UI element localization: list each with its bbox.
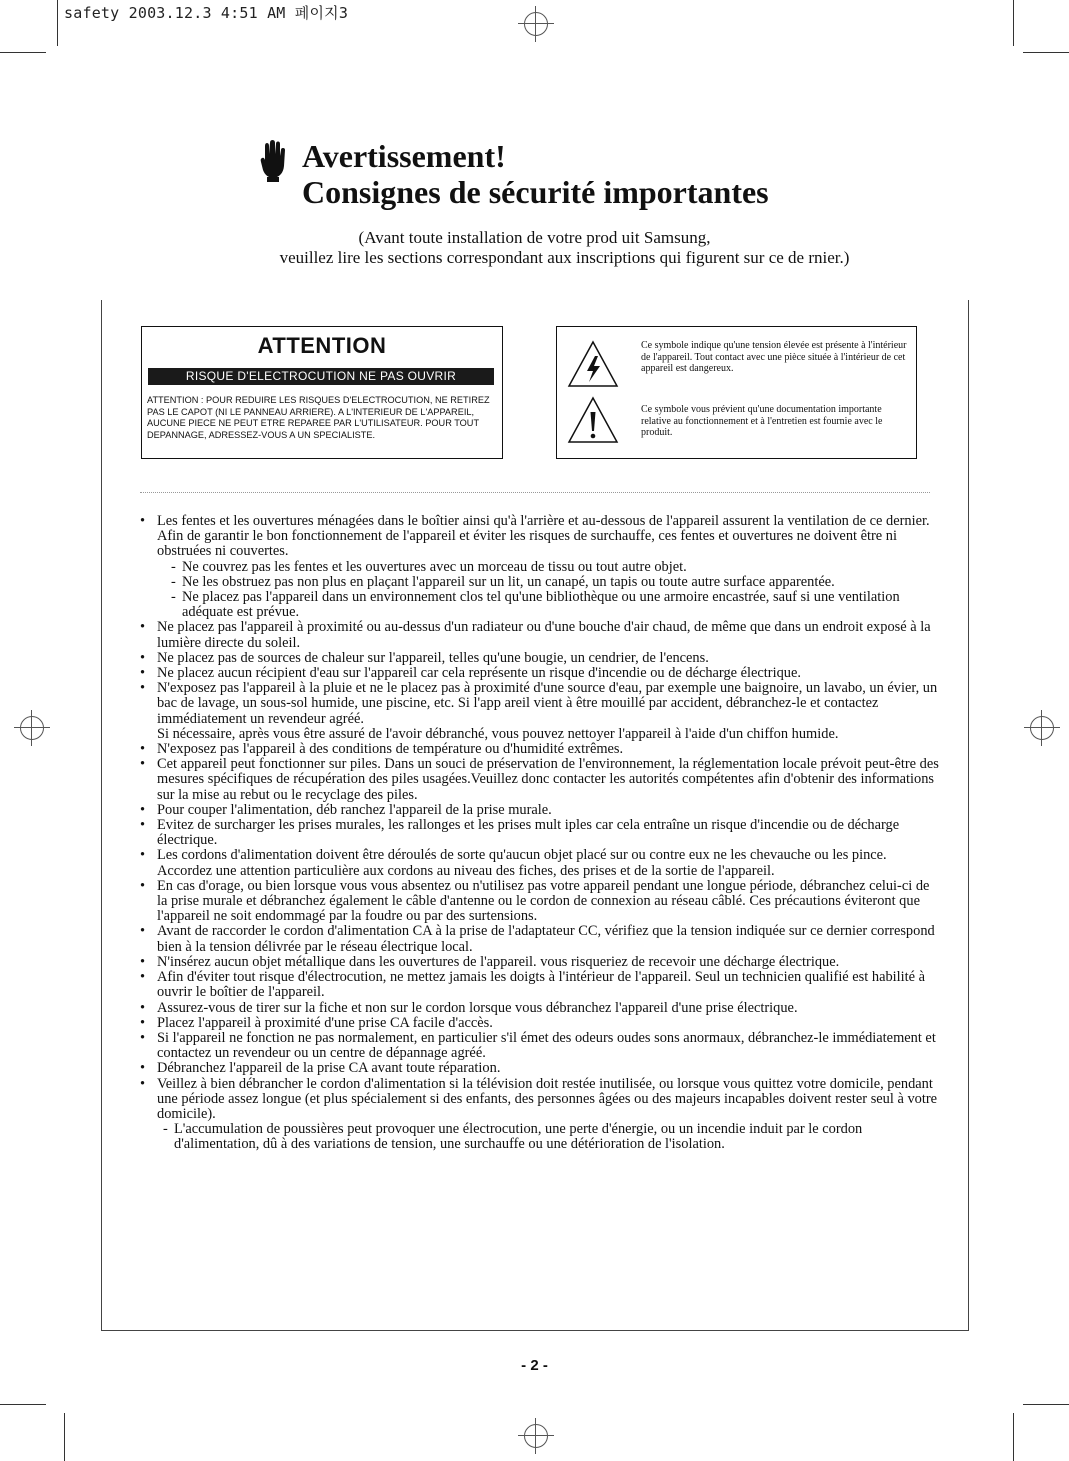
crop-mark (1013, 1413, 1014, 1461)
crop-mark (57, 0, 58, 46)
subtitle-line-1: (Avant toute installation de votre prod uit Samsung, (358, 228, 711, 247)
registration-mark (1024, 710, 1060, 746)
list-item: • Ne placez aucun récipient d'eau sur l'appareil car cela représente un risque d'incendie ou de décharge électrique. (140, 665, 801, 682)
crop-mark (0, 52, 46, 53)
content-frame-bottom (101, 1330, 969, 1331)
title-line-2: Consignes de sécurité importantes (302, 174, 769, 210)
list-item: • Si l'appareil ne fonction ne pas normalement, en particulier s'il émet des odeurs oudes sons anormaux, débranchez-le immédiatement et contactez un revendeur ou un centre de dépannage agréé. (140, 1029, 936, 1062)
list-item: • Avant de raccorder le cordon d'alimentation CA à la prise de l'adaptateur CC, vérifiez que la tension indiquée sur ce dernier correspond bien à la tension délivrée par le réseau électrique local. (140, 923, 935, 955)
list-item (140, 514, 940, 620)
print-slug: safety 2003.12.3 4:51 AM 페이지3 (64, 4, 349, 22)
list-item: • Evitez de surcharger les prises murales, les rallonges et les prises mult iples car cela entraîne un risque d'incendie ou de décharge électrique. (140, 817, 900, 849)
sub-item: - L'accumulation de poussières peut provoquer une électrocution, une perte d'énergie, ou un incendie induit par le cordon d'alimentation, dû à des variations de tension, une surchauffe ou une détérioration de l'isolation. (163, 1121, 863, 1153)
crop-mark (1023, 1404, 1069, 1405)
registration-mark (518, 1418, 554, 1454)
crop-mark (1023, 52, 1069, 53)
item-extra-text: Si nécessaire, après vous être assuré de l'avoir débranché, vous pouvez nettoyer l'appareil à l'aide d'un chiffon humide. (157, 725, 839, 742)
list-item: • Veillez à bien débrancher le cordon d'alimentation si la télévision doit restée inutilisée, ou lorsque vous quittez votre domicile, pendant une période assez longue (et plus spécialement si des enfants, des personnes âgées ou des majeurs incapables doivent rester seul à votre domicile). - L'accumulation de poussières peut provoquer une électrocution, une perte d'énergie, ou un incendie induit par le cordon d'alimentation, dû à des variations de tension, une surchauffe ou une détérioration de l'isolation. (140, 1077, 940, 1153)
item-text: Les fentes et les ouvertures ménagées dans le boîtier ainsi qu'à l'arrière et au-dessous de l'appareil assurent la ventilation de ce dernier. (157, 513, 930, 529)
list-item: • Cet appareil peut fonctionner sur piles. Dans un souci de préservation de l'environnement, la réglementation locale prévoit peut-être des mesures spécifiques de récupération des piles usagées.Veuillez donc contacter les autorités compétentes afin d'obtenir des informations sur la mise au rebut ou le recyclage des piles. (140, 756, 939, 803)
attention-text: ATTENTION : POUR REDUIRE LES RISQUES D'ELECTROCUTION, NE RETIREZ PAS LE CAPOT (NI LE PANNEAU ARRIERE). A L'INTERIEUR DE L'APPAREIL, AUCUNE PIECE NE PEUT ETRE REPAREE PAR L'UTILISATEUR. POUR TOUT DEPANNAGE, ADRESSEZ-VOUS A UN SPECIALISTE. (147, 395, 490, 441)
sub-item: - Ne les obstruez pas non plus en plaçant l'appareil sur un lit, un canapé, un tapis ou toute autre surface apparentée. (171, 573, 835, 590)
item-extra-text: Afin de garantir le bon fonctionnement de l'appareil et éviter les risques de surchauffe, ces fentes et ouvertures ne doivent être ni obstruées ni couvertes. (157, 528, 897, 560)
registration-mark (14, 710, 50, 746)
attention-warning-bar: RISQUE D'ELECTROCUTION NE PAS OUVRIR (148, 368, 494, 385)
page-number: - 2 - (521, 1357, 548, 1374)
content-frame-left (101, 300, 102, 1330)
sub-item: - Ne placez pas l'appareil dans un environnement clos tel qu'une bibliothèque ou une armoire encastrée, sauf si une ventilation adéquate est prévue. (171, 589, 900, 621)
list-item: • Ne placez pas l'appareil à proximité ou au-dessus d'un radiateur ou d'une bouche d'air chaud, de même que dans un endroit exposé à la lumière directe du soleil. (140, 619, 931, 651)
title-line-1: Avertissement! (302, 138, 506, 174)
list-item: • En cas d'orage, ou bien lorsque vous vous absentez ou n'utilisez pas votre appareil pendant une longue période, débranchez celui-ci de la prise murale et débranchez également le câble d'antenne ou le cordon de connexion au réseau câblé. Ces précautions éviteront que l'appareil ne soit endommagé par la foudre ou par des surtensions. (140, 877, 930, 925)
list-item: • Les cordons d'alimentation doivent être déroulés de sorte qu'aucun objet placé sur ou contre eux ne les chevauche ou les pince. Accordez une attention particulière aux cordons au niveau des fiches, des prises et de la sortie de l'appareil. (140, 847, 887, 879)
symbol-legend-box (556, 326, 917, 459)
lightning-warning-icon (567, 340, 619, 388)
exclamation-warning-icon (567, 396, 619, 444)
bullet: • (140, 513, 146, 529)
list-item: • Afin d'éviter tout risque d'électrocution, ne mettez jamais les doigts à l'intérieur de l'appareil. Seul un technicien qualifié est habilité à ouvrir le boîtier de l'appareil. (140, 969, 926, 1001)
content-frame-right (968, 300, 969, 1330)
list-item: • Pour couper l'alimentation, déb ranchez l'appareil de la prise murale. (140, 801, 552, 818)
list-item: • Assurez-vous de tirer sur la fiche et non sur le cordon lorsque vous débranchez l'appareil d'une prise électrique. (140, 999, 798, 1016)
subtitle-line-2: veuillez lire les sections correspondant aux inscriptions qui figurent sur ce de rnier.) (279, 248, 850, 267)
list-item: • N'exposez pas l'appareil à la pluie et ne le placez pas à proximité d'une source d'eau, par exemple une baignoire, un lavabo, un évier, un bac de lavage, un sous-sol humide, une piscine, etc. Si l'app areil vient à être mouillé par accident, débranchez-le et contactez immédiatement un revendeur agréé. Si nécessaire, après vous être assuré de l'avoir débranché, vous pouvez nettoyer l'appareil à l'aide d'un chiffon humide. (140, 681, 940, 742)
hand-icon (260, 140, 286, 182)
list-item: • Ne placez pas de sources de chaleur sur l'appareil, telles qu'une bougie, un cendrier, de l'encens. (140, 649, 709, 666)
registration-mark (518, 6, 554, 42)
list-item: • N'exposez pas l'appareil à des conditions de température ou d'humidité extrêmes. (140, 741, 624, 758)
list-item: • Placez l'appareil à proximité d'une prise CA facile d'accès. (140, 1014, 493, 1031)
list-item: • Débranchez l'appareil de la prise CA avant toute réparation. (140, 1060, 501, 1077)
attention-box (141, 326, 503, 459)
crop-mark (64, 1413, 65, 1461)
crop-mark (1013, 0, 1014, 46)
safety-instructions-list (140, 514, 940, 1153)
attention-title: ATTENTION (257, 333, 387, 358)
list-item: • N'insérez aucun objet métallique dans les ouvertures de l'appareil. vous risqueriez de recevoir une décharge électrique. (140, 953, 840, 970)
crop-mark (0, 1404, 46, 1405)
voltage-symbol-text: Ce symbole indique qu'une tension élevée est présente à l'intérieur de l'appareil. Tout contact avec une pièce située à l'intérieur de cet appareil est dangereux. (641, 340, 907, 375)
documentation-symbol-text: Ce symbole vous prévient qu'une documentation importante relative au fonctionnement et à l'entretien est fournie avec le produit. (641, 404, 883, 439)
section-divider (140, 492, 930, 493)
sub-item: - Ne couvrez pas les fentes et les ouvertures avec un morceau de tissu ou tout autre objet. (171, 558, 687, 575)
